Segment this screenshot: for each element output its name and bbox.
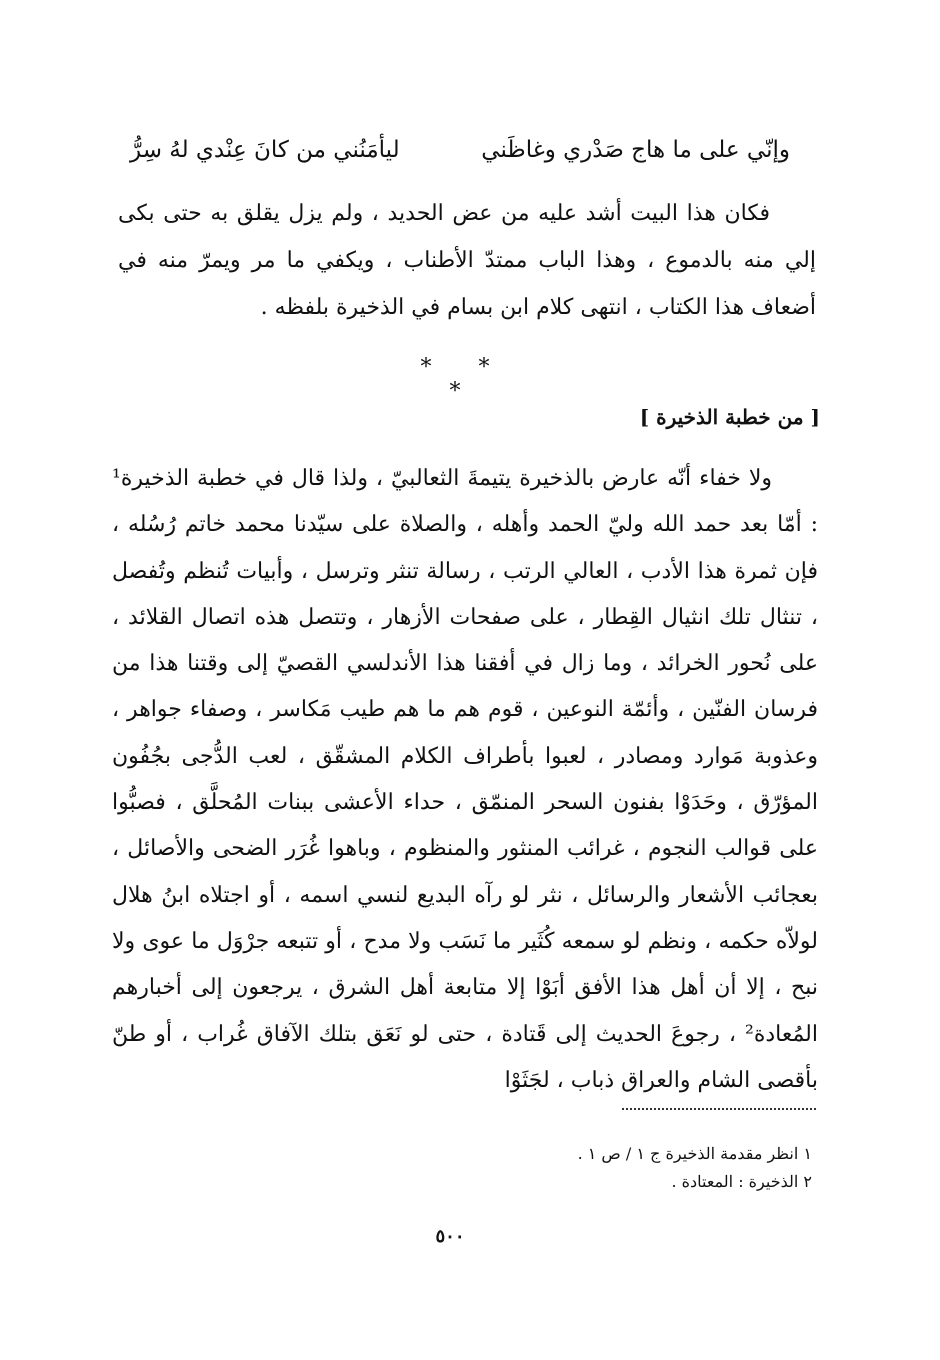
page-number: ٥٠٠ — [435, 1226, 465, 1247]
verse-second-hemistich: ليأمَنُني من كانَ عِنْدي لهُ سِرُّ — [130, 137, 400, 163]
footnote-2: ٢ الذخيرة : المعتادة . — [671, 1172, 812, 1191]
verse-first-hemistich: وإنّي على ما هاج صَدْري وغاظَني — [481, 137, 790, 163]
footnotes — [380, 1140, 812, 1196]
footnote-divider — [622, 1108, 816, 1110]
poem-verse — [130, 128, 790, 172]
paragraph-2: ولا خفاء أنّه عارض بالذخيرة يتيمةَ الثعالبيّ ، ولذا قال في خطبة الذخيرة¹ : أمّا بعد حمد الله وليّ الحمد وأهله ، والصلاة على سيّدنا محمد خاتم رُسُله ، فإن ثمرة هذا الأدب ، العالي الرتب ، رسالة تنثر وترسل ، وأبيات تُنظم وتُفصل ، تنثال تلك انثيال القِطار ، على صفحات الأزهار ، وتتصل هذه اتصال القلائد ، على نُحور الخرائد ، وما زال في أفقنا هذا الأندلسي القصيّ إلى وقتنا هذا من فرسان الفنّين ، وأئمّة النوعين ، قوم هم ما هم طيب مَكاسر ، وصفاء جواهر ، وعذوبة مَوارد ومصادر ، لعبوا بأطراف الكلام المشقّق ، لعب الدُّجى بجُفُون المؤرّق ، وحَدَوْا بفنون السحر المنمّق ، حداء الأعشى ببنات المُحلَّق ، فصبُّوا على قوالب النجوم ، غرائب المنثور والمنظوم ، وباهوا غُرَر الضحى والأصائل ، بعجائب الأشعار والرسائل ، نثر لو رآه البديع لنسي اسمه ، أو اجتلاه ابنُ هلال لولاّه حكمه ، ونظم لو سمعه كُثَير ما نَسَب ولا مدح ، أو تتبعه جرْوَل ما عوى ولا نبح ، إلا أن أهل هذا الأفق أبَوْا إلا متابعة أهل الشرق ، يرجعون إلى أخبارهم المُعادة² ، رجوعَ الحديث إلى قَتادة ، حتى لو نَعَق بتلك الآفاق غُراب ، أو طنّ بأقصى الشام والعراق ذباب ، لجَثَوْا — [112, 466, 818, 1093]
footnote-1: ١ انظر مقدمة الذخيرة ج ١ / ص ١ . — [577, 1144, 812, 1163]
section-separator-asterisks: * * * — [420, 355, 510, 404]
section-heading: [ من خطبة الذخيرة ] — [639, 405, 820, 429]
paragraph-1: فكان هذا البيت أشد عليه من عض الحديد ، ولم يزل يقلق به حتى بكى إلي منه بالدموع ، وهذا الباب ممتدّ الأطناب ، ويكفي ما مر ويمرّ منه في أضعاف هذا الكتاب ، انتهى كلام ابن بسام في الذخيرة بلفظه . — [118, 201, 816, 320]
